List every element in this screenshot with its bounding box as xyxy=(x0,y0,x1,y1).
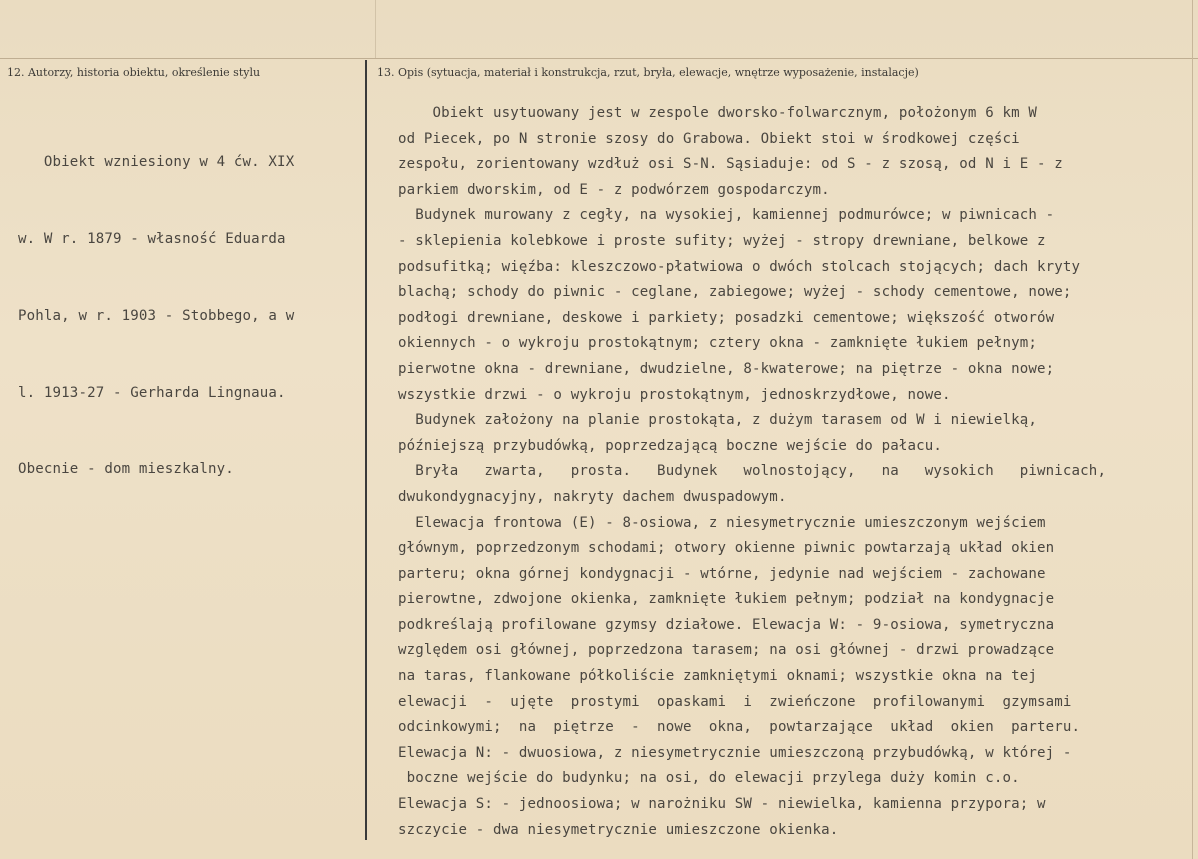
description-line: późniejszą przybudówką, poprzedzającą boczne wejście do pałacu. xyxy=(398,437,943,454)
history-line: Pohla, w r. 1903 - Stobbego, a w xyxy=(18,307,295,324)
right-column-heading: 13. Opis (sytuacja, materiał i konstrukcja, rzut, bryła, elewacje, wnętrze wyposażenie, instalacje) xyxy=(377,66,919,79)
description-line: wszystkie drzwi - o wykroju prostokątnym, jednoskrzydłowe, nowe. xyxy=(398,386,951,403)
history-text xyxy=(18,99,294,534)
description-line: Budynek założony na planie prostokąta, z dużym tarasem od W i niewielką, xyxy=(398,412,1038,429)
column-divider xyxy=(365,60,367,840)
description-line: zespołu, zorientowany wzdłuż osi S-N. Sąsiaduje: od S - z szosą, od N i E - z xyxy=(398,156,1063,173)
description-line: blachą; schody do piwnic - ceglane, zabiegowe; wyżej - schody cementowe, nowe; xyxy=(398,284,1072,301)
description-line: boczne wejście do budynku; na osi, do elewacji przylega duży komin c.o. xyxy=(398,770,1020,787)
description-line: podłogi drewniane, deskowe i parkiety; posadzki cementowe; większość otworów xyxy=(398,309,1055,326)
description-line: szczycie - dwa niesymetrycznie umieszczone okienka. xyxy=(398,821,839,838)
right-edge-rule xyxy=(1192,0,1193,859)
description-line: - sklepienia kolebkowe i proste sufity; wyżej - stropy drewniane, belkowe z xyxy=(398,232,1046,249)
description-line: Elewacja frontowa (E) - 8-osiowa, z niesymetrycznie umieszczonym wejściem xyxy=(398,514,1046,531)
description-line: od Piecek, po N stronie szosy do Grabowa. Obiekt stoi w środkowej części xyxy=(398,130,1020,147)
description-text xyxy=(398,101,1106,843)
top-divider xyxy=(375,0,376,58)
description-line: podsufitką; więźba: kleszczowo-płatwiowa o dwóch stolcach stojących; dach kryty xyxy=(398,258,1081,275)
left-column-heading: 12. Autorzy, historia obiektu, określenie stylu xyxy=(7,66,261,79)
description-line: pierowtne, zdwojone okienka, zamknięte łukiem pełnym; podział na kondygnacje xyxy=(398,591,1055,608)
description-line: parkiem dworskim, od E - z podwórzem gospodarczym. xyxy=(398,181,830,198)
description-line: Budynek murowany z cegły, na wysokiej, kamiennej podmurówce; w piwnicach - xyxy=(398,207,1055,224)
description-line: na taras, flankowane półkoliście zamkniętymi oknami; wszystkie okna na tej xyxy=(398,668,1038,685)
history-line: w. W r. 1879 - własność Eduarda xyxy=(18,230,286,247)
description-line: dwukondygnacyjny, nakryty dachem dwuspadowym. xyxy=(398,488,787,505)
description-line: Obiekt usytuowany jest w zespole dworsko-folwarcznym, położonym 6 km W xyxy=(398,105,1038,121)
history-line: Obiekt wzniesiony w 4 ćw. XIX xyxy=(18,154,295,171)
header-rule xyxy=(0,58,1198,59)
description-line: pierwotne okna - drewniane, dwudzielne, 8-kwaterowe; na piętrze - okna nowe; xyxy=(398,360,1055,377)
description-line: Elewacja S: - jednoosiowa; w narożniku SW - niewielka, kamienna przypora; w xyxy=(398,796,1046,813)
description-line: Bryła zwarta, prosta. Budynek wolnostojący, na wysokich piwnicach, xyxy=(398,463,1107,480)
history-line: Obecnie - dom mieszkalny. xyxy=(18,461,234,478)
description-line: względem osi głównej, poprzedzona tarasem; na osi głównej - drzwi prowadzące xyxy=(398,642,1055,659)
description-line: elewacji - ujęte prostymi opaskami i zwieńczone profilowanymi gzymsami xyxy=(398,693,1072,710)
description-line: parteru; okna górnej kondygnacji - wtórne, jedynie nad wejściem - zachowane xyxy=(398,565,1046,582)
description-line: okiennych - o wykroju prostokątnym; cztery okna - zamknięte łukiem pełnym; xyxy=(398,335,1038,352)
description-line: podkreślają profilowane gzymsy działowe. Elewacja W: - 9-osiowa, symetryczna xyxy=(398,616,1055,633)
description-line: Elewacja N: - dwuosiowa, z niesymetrycznie umieszczoną przybudówką, w której - xyxy=(398,744,1072,761)
description-line: odcinkowymi; na piętrze - nowe okna, powtarzające układ okien parteru. xyxy=(398,719,1081,736)
description-line: głównym, poprzedzonym schodami; otwory okienne piwnic powtarzają układ okien xyxy=(398,540,1055,557)
history-line: l. 1913-27 - Gerharda Lingnaua. xyxy=(18,384,286,401)
